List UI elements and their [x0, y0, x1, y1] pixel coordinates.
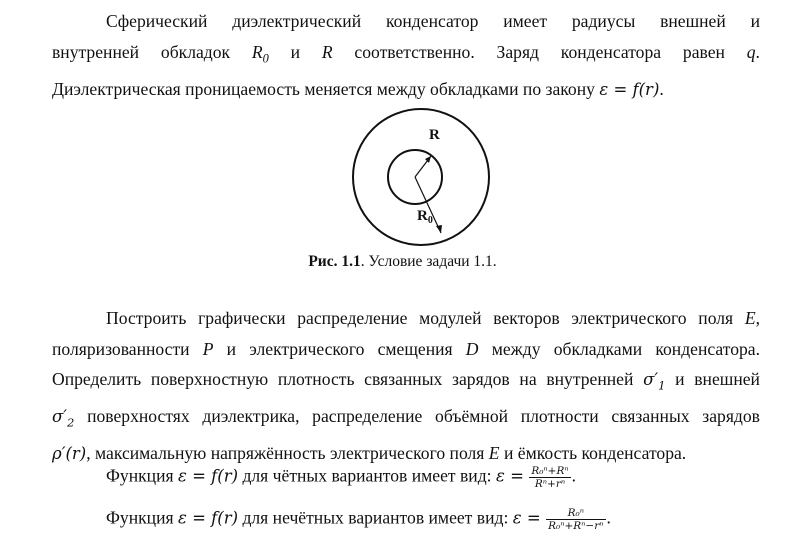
symbol-sigma2: $\sigma'_2$ [52, 406, 75, 430]
caption-text: . Условие задачи 1.1. [360, 253, 497, 270]
symbol-D: D [465, 338, 479, 359]
intro-line-3: Диэлектрическая проницаемость меняется между обкладками по закону ε = f(r). [52, 78, 664, 99]
symbol-E-max: E [488, 442, 500, 463]
intro-paragraph [52, 6, 760, 105]
odd-variant-line: Функция ε = f(r) для нечётных вариантов имеет вид: ε = $\frac{\text{R₀ⁿ}}{\text{R₀ⁿ+Rⁿ−rⁿ}}$ . [106, 507, 611, 532]
task-line-2: поляризованности P и электрического смещения D между обкладками конденсатора. [52, 338, 761, 359]
outer-sphere [353, 109, 489, 245]
symbol-R: R [321, 41, 333, 62]
symbol-q: q [746, 41, 756, 62]
odd-fraction: $\frac{\text{R₀ⁿ}}{\text{R₀ⁿ+Rⁿ−rⁿ}}$ [548, 507, 604, 532]
symbol-sigma1: $\sigma'_1$ [643, 370, 666, 393]
task-line-5: ρ′(r), максимальную напряжённость электрического поля E и ёмкость конденсатора. [52, 442, 687, 463]
task-line-4: $\sigma'_2$ поверхностях диэлектрика, распределение объёмной плотности связанных зарядов [52, 405, 760, 430]
task-paragraph [52, 303, 760, 469]
task-line-3: Определить поверхностную плотность связанных зарядов на внутренней $\sigma'_1$ и внешней [52, 369, 760, 393]
label-inner-R0: $R_0$ [417, 208, 433, 226]
label-outer-R: R [429, 127, 440, 143]
radius-R0-arrowhead [436, 225, 442, 233]
symbol-P: P [202, 338, 214, 359]
even-formula-eps: ε = f(r) [178, 466, 239, 486]
task-line-1: Построить графически распределение модулей векторов электрического поля E, [106, 308, 760, 328]
intro-line-2: внутренней обкладок $R_0$ и R соответственно. Заряд конденсатора равен q. [52, 41, 760, 66]
figure-caption [0, 253, 805, 271]
caption-label: Рис. 1.1 [308, 253, 361, 270]
odd-formula-eps: ε = f(r) [178, 508, 239, 528]
capacitor-diagram [351, 107, 491, 247]
symbol-R0: $R_0$ [251, 41, 269, 66]
symbol-E: E [744, 308, 756, 328]
symbol-rho: ρ′(r) [52, 443, 87, 463]
formula-eps-f-r: ε = f(r) [599, 79, 660, 99]
even-fraction: $\frac{\text{R₀ⁿ+Rⁿ}}{\text{Rⁿ+rⁿ}}$ [531, 465, 569, 490]
even-variant-line: Функция ε = f(r) для чётных вариантов имеет вид: ε = $\frac{\text{R₀ⁿ+Rⁿ}}{\text{Rⁿ+rⁿ}}$ . [106, 465, 577, 490]
intro-line-1: Сферический диэлектрический конденсатор имеет радиусы внешней и [106, 11, 760, 31]
